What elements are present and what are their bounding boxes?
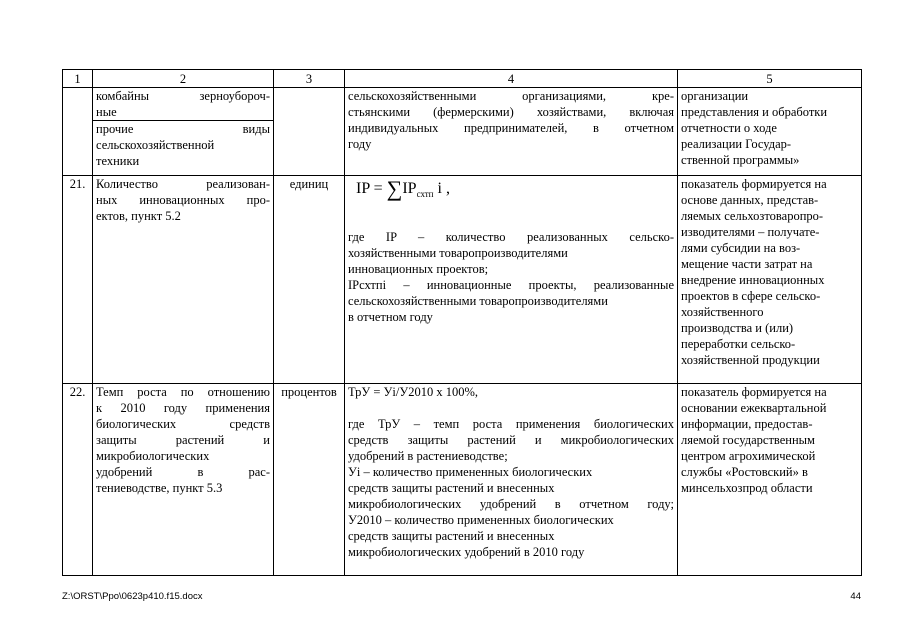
header-col-2: 2 bbox=[93, 70, 274, 88]
name-line: к 2010 году применения bbox=[96, 401, 270, 415]
method-line: IPсхтпi – инновационные проекты, реализованные bbox=[348, 278, 674, 292]
formula: ТрУ = Уi/У2010 х 100%, bbox=[348, 385, 478, 399]
source-line: представления и обработки bbox=[681, 105, 828, 119]
method-cell bbox=[345, 88, 678, 176]
table-row-22 bbox=[63, 384, 862, 576]
method-line: сельскохозяйственными товаропроизводителями bbox=[348, 294, 608, 308]
source-line: ляемой государственным bbox=[681, 433, 815, 447]
source-cell bbox=[678, 88, 862, 176]
table-row-continuation bbox=[63, 88, 862, 176]
source-line: производства и (или) bbox=[681, 321, 794, 335]
method-line: микробиологических удобрений в 2010 году bbox=[348, 545, 585, 559]
name-line: Темп роста по отношению bbox=[96, 385, 270, 399]
source-line: организации bbox=[681, 89, 749, 103]
name-line: Количество реализован- bbox=[96, 177, 270, 191]
name-line: тениеводстве, пункт 5.3 bbox=[96, 481, 223, 495]
source-line: хозяйственной продукции bbox=[681, 353, 820, 367]
table-row-21 bbox=[63, 176, 862, 384]
method-line: средств защиты растений и внесенных bbox=[348, 481, 555, 495]
method-line: инновационных проектов; bbox=[348, 262, 489, 276]
header-col-4: 4 bbox=[345, 70, 678, 88]
formula-lhs: IP = bbox=[356, 180, 383, 197]
source-line: переработки сельско- bbox=[681, 337, 796, 351]
source-line: показатель формируется на bbox=[681, 177, 827, 191]
source-line: основе данных, представ- bbox=[681, 193, 819, 207]
header-col-1: 1 bbox=[63, 70, 93, 88]
formula bbox=[356, 178, 674, 205]
indicators-table bbox=[62, 69, 862, 576]
method-line: в отчетном году bbox=[348, 310, 433, 324]
source-line: внедрение инновационных bbox=[681, 273, 825, 287]
source-line: изводителями – получате- bbox=[681, 225, 820, 239]
header-row bbox=[63, 70, 862, 88]
name-line: комбайны зерноубороч- bbox=[96, 89, 270, 103]
method-line: средств защиты растений и внесенных bbox=[348, 529, 555, 543]
method-line: хозяйственными товаропроизводителями bbox=[348, 246, 568, 260]
formula-term: IP bbox=[402, 180, 417, 197]
source-cell bbox=[678, 176, 862, 384]
name-line: микробиологических bbox=[96, 449, 210, 463]
name-line: биологических средств bbox=[96, 417, 270, 431]
unit-cell: единиц bbox=[274, 176, 345, 384]
source-line: минсельхозпрод области bbox=[681, 481, 813, 495]
name-line: ные bbox=[96, 105, 117, 119]
source-line: центром агрохимической bbox=[681, 449, 816, 463]
row-num-cell bbox=[63, 88, 93, 176]
indicator-name-cell bbox=[93, 176, 274, 384]
source-line: показатель формируется на bbox=[681, 385, 827, 399]
source-line: лями субсидии на воз- bbox=[681, 241, 801, 255]
name-line: прочие виды bbox=[96, 122, 270, 136]
indicator-name-cell bbox=[93, 384, 274, 576]
source-line: информации, предостав- bbox=[681, 417, 813, 431]
method-cell bbox=[345, 384, 678, 576]
name-line: ных инновационных про- bbox=[96, 193, 270, 207]
source-line: ляемых сельхозтоваропро- bbox=[681, 209, 824, 223]
method-cell bbox=[345, 176, 678, 384]
footer-file-path: Z:\ORST\Ppo\0623p410.f15.docx bbox=[62, 591, 203, 602]
source-line: службы «Ростовский» в bbox=[681, 465, 808, 479]
name-line: ектов, пункт 5.2 bbox=[96, 209, 181, 223]
name-line: техники bbox=[96, 154, 140, 168]
name-line: удобрений в рас- bbox=[96, 465, 270, 479]
unit-cell bbox=[274, 88, 345, 176]
row-num-cell: 22. bbox=[63, 384, 93, 576]
header-col-5: 5 bbox=[678, 70, 862, 88]
row-num-cell: 21. bbox=[63, 176, 93, 384]
method-line: году bbox=[348, 137, 372, 151]
source-line: отчетности о ходе bbox=[681, 121, 777, 135]
method-line: стьянскими (фермерскими) хозяйствами, включая bbox=[348, 105, 674, 119]
source-line: мещение части затрат на bbox=[681, 257, 813, 271]
source-line: реализации Государ- bbox=[681, 137, 792, 151]
source-line: хозяйственного bbox=[681, 305, 764, 319]
method-line: где IP – количество реализованных сельско- bbox=[348, 230, 674, 244]
method-line: средств защиты растений и микробиологических bbox=[348, 433, 674, 447]
method-line: где ТрУ – темп роста применения биологических bbox=[348, 417, 674, 431]
method-line: У2010 – количество примененных биологических bbox=[348, 513, 614, 527]
unit-cell: процентов bbox=[274, 384, 345, 576]
source-line: проектов в сфере сельско- bbox=[681, 289, 821, 303]
source-cell bbox=[678, 384, 862, 576]
name-line: защиты растений и bbox=[96, 433, 270, 447]
source-line: ственной программы» bbox=[681, 153, 800, 167]
indicator-name-cell bbox=[93, 88, 274, 176]
method-line: Уi – количество примененных биологических bbox=[348, 465, 593, 479]
method-line: микробиологических удобрений в отчетном году; bbox=[348, 497, 674, 511]
method-line: сельскохозяйственными организациями, кре- bbox=[348, 89, 674, 103]
source-line: основании ежеквартальной bbox=[681, 401, 827, 415]
formula-index: i bbox=[437, 180, 442, 197]
formula-subscript: схтп bbox=[416, 189, 434, 199]
sum-symbol: ∑ bbox=[386, 176, 403, 201]
name-line: сельскохозяйственной bbox=[96, 138, 215, 152]
method-line: индивидуальных предпринимателей, в отчетном bbox=[348, 121, 674, 135]
page-number: 44 bbox=[850, 591, 861, 602]
header-col-3: 3 bbox=[274, 70, 345, 88]
method-line: удобрений в растениеводстве; bbox=[348, 449, 508, 463]
formula-end: , bbox=[445, 180, 450, 197]
